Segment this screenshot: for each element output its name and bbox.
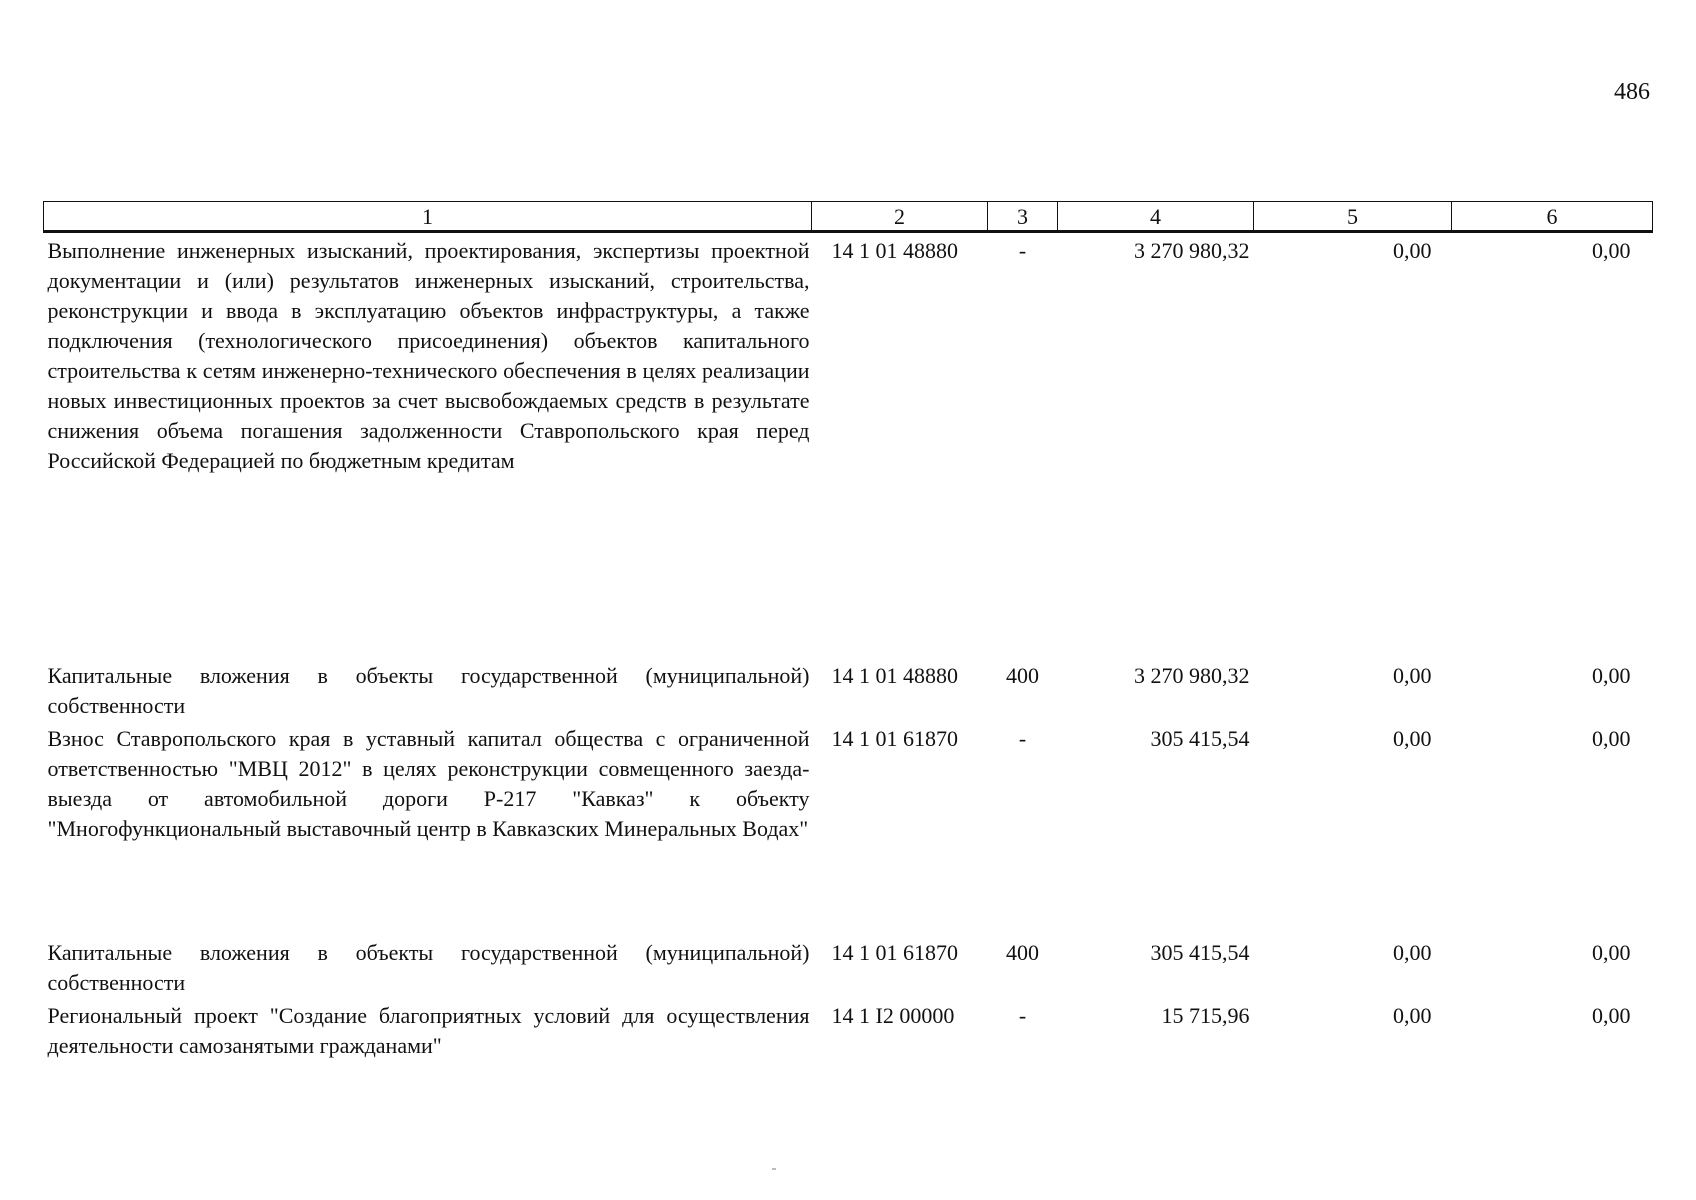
- row-kind: 400: [1006, 662, 1039, 688]
- scan-speck: [772, 1168, 776, 1170]
- table-row: [44, 935, 1653, 998]
- row-col5: 0,00: [1393, 662, 1432, 688]
- row-col5: 0,00: [1393, 725, 1432, 751]
- header-col-3: 3: [988, 202, 1058, 232]
- row-amount: 305 415,54: [1150, 725, 1250, 751]
- row-col5: 0,00: [1393, 1002, 1432, 1028]
- table-row: [44, 998, 1653, 1061]
- budget-table: [43, 201, 1653, 1061]
- header-col-5: 5: [1254, 202, 1452, 232]
- row-kind: 400: [1006, 939, 1039, 965]
- table-header: [44, 202, 1653, 232]
- row-description: Капитальные вложения в объекты государственной (муниципальной) собственности: [47, 939, 810, 995]
- header-col-4: 4: [1058, 202, 1254, 232]
- row-code: 14 1 01 48880: [831, 238, 958, 263]
- row-code: 14 1 01 61870: [831, 725, 958, 751]
- table-row: [44, 721, 1653, 935]
- row-code: 14 1 01 48880: [831, 662, 958, 688]
- row-description: Взнос Ставропольского края в уставный капитал общества с ограниченной ответственностью "МВЦ 2012" в целях реконструкции совмещенного заезда-выезда от автомобильной дороги Р-217 "Кавказ" к объекту "Многофункциональный выставочный центр в Кавказских Минеральных Водах": [47, 725, 810, 841]
- row-col6: 0,00: [1592, 725, 1631, 751]
- row-description: Капитальные вложения в объекты государственной (муниципальной) собственности: [47, 662, 810, 718]
- row-code: 14 1 01 61870: [831, 939, 958, 965]
- row-col6: 0,00: [1592, 662, 1631, 688]
- row-amount: 3 270 980,32: [1134, 662, 1250, 688]
- row-description: Региональный проект "Создание благоприятных условий для осуществления деятельности самозанятыми гражданами": [47, 1002, 810, 1058]
- header-col-1: 1: [44, 202, 812, 232]
- row-description: Выполнение инженерных изысканий, проектирования, экспертизы проектной документации и (или) результатов инженерных изысканий, строительства, реконструкции и ввода в эксплуатацию объектов инфраструктуры, а также подключения (технологического присоединения) объектов капитального строительства к сетям инженерно-технического обеспечения в целях реализации новых инвестиционных проектов за счет высвобождаемых средств в результате снижения объема погашения задолженности Ставропольского края перед Российской Федерацией по бюджетным кредитам: [47, 238, 810, 473]
- row-kind: -: [1018, 238, 1027, 263]
- row-kind: -: [1018, 1002, 1027, 1028]
- row-amount: 305 415,54: [1150, 939, 1250, 965]
- table-body: [44, 232, 1653, 1061]
- row-amount: 15 715,96: [1161, 1002, 1250, 1028]
- table-row: [44, 232, 1653, 658]
- header-col-2: 2: [812, 202, 988, 232]
- row-kind: -: [1018, 725, 1027, 751]
- row-col6: 0,00: [1592, 1002, 1631, 1028]
- row-col5: 0,00: [1393, 939, 1432, 965]
- table-row: [44, 658, 1653, 721]
- header-row: [44, 202, 1653, 232]
- row-col5: 0,00: [1393, 238, 1432, 263]
- row-code: 14 1 I2 00000: [831, 1002, 955, 1028]
- row-amount: 3 270 980,32: [1134, 238, 1250, 263]
- row-col6: 0,00: [1592, 238, 1631, 263]
- page-number: 486: [1614, 79, 1650, 105]
- row-col6: 0,00: [1592, 939, 1631, 965]
- header-col-6: 6: [1452, 202, 1653, 232]
